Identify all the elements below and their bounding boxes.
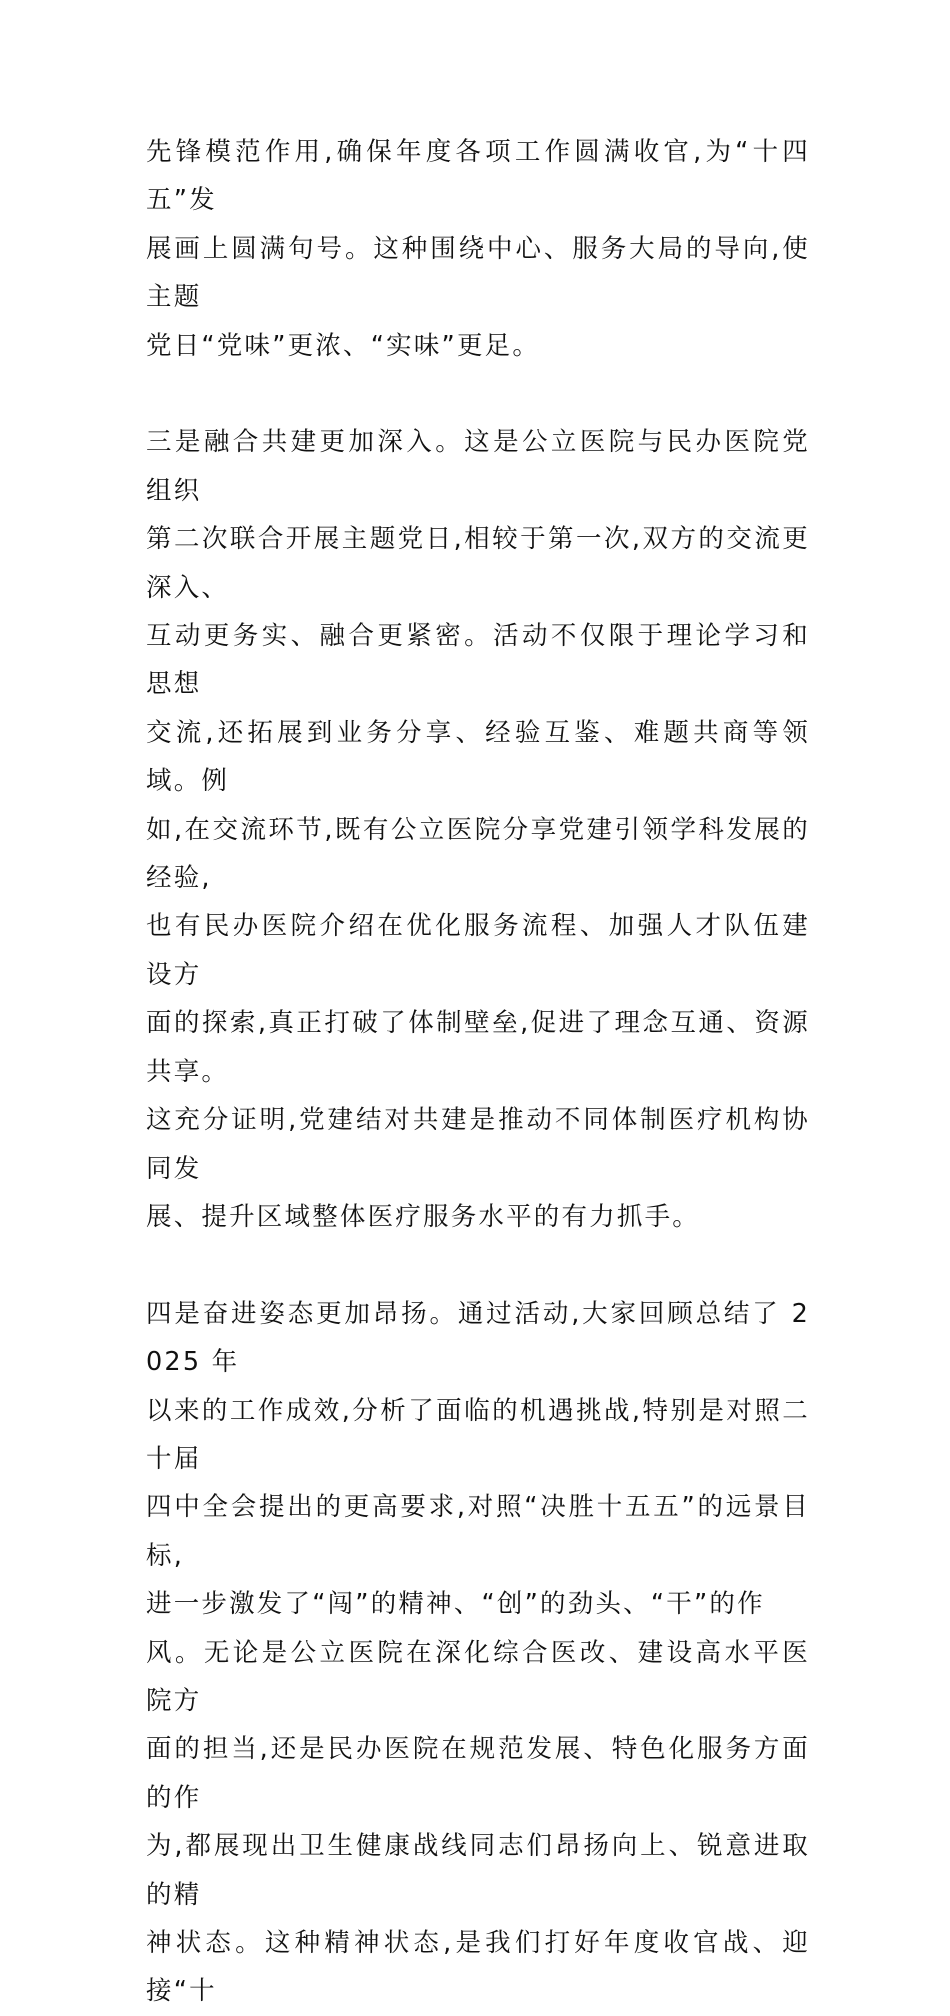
text-line: 面的探索,真正打破了体制壁垒,促进了理念互通、资源共享。: [146, 1008, 810, 1087]
text-line: 交流,还拓展到业务分享、经验互鉴、难题共商等领域。例: [146, 717, 810, 797]
text-line: 三是融合共建更加深入。这是公立医院与民办医院党组织: [146, 427, 810, 506]
text-line: 以来的工作成效,分析了面临的机遇挑战,特别是对照二十届: [146, 1395, 810, 1474]
text-line: 第二次联合开展主题党日,相较于第一次,双方的交流更深入、: [146, 524, 810, 603]
paragraph-continuation: [146, 128, 810, 370]
text-line: 展画上圆满句号。这种围绕中心、服务大局的导向,使主题: [146, 233, 810, 313]
text-line: 党日“党味”更浓、“实味”更足。: [146, 330, 541, 361]
text-line: 展、提升区域整体医疗服务水平的有力抓手。: [146, 1201, 701, 1232]
text-line: 先锋模范作用,确保年度各项工作圆满收官,为“十四五”发: [146, 137, 810, 216]
text-line: 进一步激发了“闯”的精神、“创”的劲头、“干”的作: [146, 1589, 765, 1620]
text-line: 如,在交流环节,既有公立医院分享党建引领学科发展的经验,: [146, 814, 810, 894]
text-line: 为,都展现出卫生健康战线同志们昂扬向上、锐意进取的精: [146, 1831, 810, 1910]
paragraph-point-four: [146, 1290, 810, 2016]
text-line: 四是奋进姿态更加昂扬。通过活动,大家回顾总结了 2025 年: [146, 1298, 810, 1378]
paragraph-spacer: [146, 370, 810, 418]
text-line: 互动更务实、融合更紧密。活动不仅限于理论学习和思想: [146, 621, 810, 700]
text-line: 也有民办医院介绍在优化服务流程、加强人才队伍建设方: [146, 911, 810, 990]
paragraph-spacer: [146, 1241, 810, 1289]
document-page: [146, 128, 810, 2016]
text-line: 四中全会提出的更高要求,对照“决胜十五五”的远景目标,: [146, 1492, 810, 1571]
text-line: 这充分证明,党建结对共建是推动不同体制医疗机构协同发: [146, 1105, 810, 1184]
text-line: 风。无论是公立医院在深化综合医改、建设高水平医院方: [146, 1637, 810, 1716]
text-line: 神状态。这种精神状态,是我们打好年度收官战、迎接“十: [146, 1928, 810, 2007]
text-line: 面的担当,还是民办医院在规范发展、特色化服务方面的作: [146, 1734, 810, 1813]
paragraph-point-three: [146, 418, 810, 1241]
